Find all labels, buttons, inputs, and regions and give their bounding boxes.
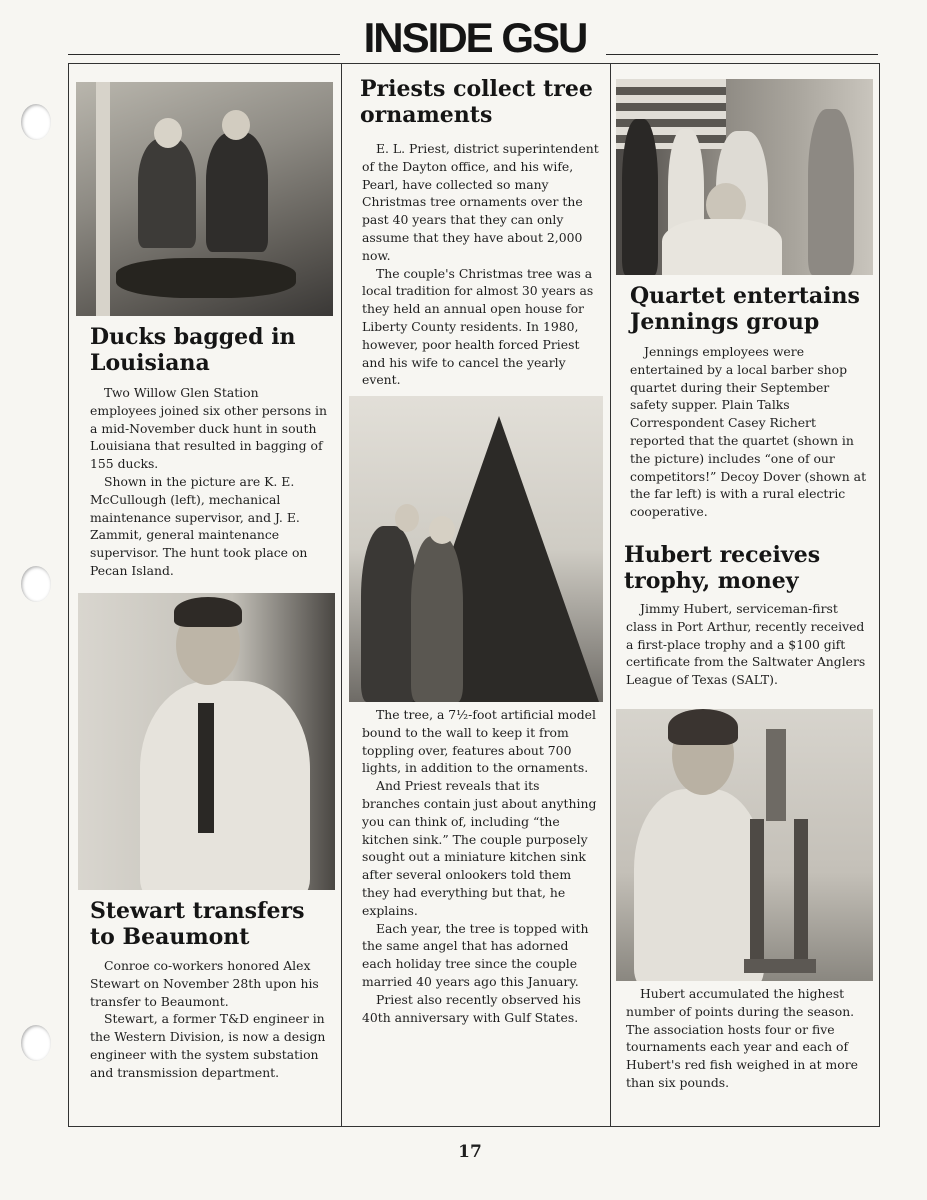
stewart-article (90, 957, 328, 1082)
priests-paragraph: And Priest reveals that its branches contain just about anything you can think of, including “the kitchen sink.” The couple purposely sought out a miniature kitchen sink after several onlookers told them they had everything but that, he explains. (362, 778, 597, 918)
quartet-article (630, 343, 868, 521)
hubert-headline: Hubert receives trophy, money (624, 542, 821, 594)
barbershop-quartet-photo (616, 79, 873, 275)
hubert-article-intro (626, 600, 868, 689)
priests-paragraph: The tree, a 7½-foot artificial model bound to the wall to keep it from toppling over, features about 700 lights, in addition to the ornaments. (362, 707, 596, 776)
hubert-trophy-photo (616, 709, 873, 981)
stewart-paragraph: Stewart, a former T&D engineer in the Western Division, is now a design engineer with the system substation and transmission department. (90, 1011, 326, 1080)
ducks-paragraph: Two Willow Glen Station employees joined six other persons in a mid-November duck hunt in south Louisiana that resulted in bagging of 155 ducks. (90, 385, 327, 472)
binder-hole-top (21, 104, 51, 140)
masthead-rule-left (68, 54, 340, 55)
priests-paragraph: Each year, the tree is topped with the same angel that has adorned each holiday tree since the couple married 40 years ago this January. (362, 920, 589, 989)
hubert-article-continued (626, 985, 868, 1092)
priests-paragraph: E. L. Priest, district superintendent of the Dayton office, and his wife, Pearl, have collected so many Christmas tree ornaments over the past 40 years that they can only assume that they have about 2,000 now. (362, 141, 599, 263)
binder-hole-bottom (21, 1025, 51, 1061)
page-number: 17 (458, 1142, 482, 1162)
binder-hole-middle (21, 566, 51, 602)
masthead: INSIDE GSU (363, 14, 587, 61)
masthead-rule-right (606, 54, 878, 55)
hubert-paragraph: Hubert accumulated the highest number of points during the season. The association hosts four or five tournaments each year and each of Hubert's red fish weighed in at more than six pounds. (626, 986, 858, 1090)
ducks-headline: Ducks bagged in Louisiana (90, 324, 296, 376)
ducks-paragraph: Shown in the picture are K. E. McCullough (left), mechanical maintenance supervisor, and J. E. Zammit, general maintenance supervisor. The hunt took place on Pecan Island. (90, 473, 308, 578)
stewart-portrait-photo (78, 593, 335, 890)
stewart-headline: Stewart transfers to Beaumont (90, 898, 305, 950)
priests-headline: Priests collect tree ornaments (360, 76, 593, 128)
priests-paragraph: Priest also recently observed his 40th anniversary with Gulf States. (362, 991, 581, 1025)
quartet-paragraph: Jennings employees were entertained by a local barber shop quartet during their September safety supper. Plain Talks Correspondent Casey Richert reported that the quartet (shown in the picture) includes “one of our competitors!” Decoy Dover (shown at the far left) is with a rural electric cooperative. (630, 344, 867, 520)
christmas-tree-photo (349, 396, 603, 702)
priests-article-continued (362, 706, 600, 1026)
hubert-paragraph: Jimmy Hubert, serviceman-first class in Port Arthur, recently received a first-place trophy and a $100 gift certificate from the Saltwater Anglers League of Texas (SALT). (626, 601, 866, 688)
duck-hunters-photo (76, 82, 333, 316)
column-rule-2 (610, 63, 611, 1127)
quartet-headline: Quartet entertains Jennings group (630, 283, 860, 335)
stewart-paragraph: Conroe co-workers honored Alex Stewart on November 28th upon his transfer to Beaumont. (90, 958, 319, 1009)
priests-paragraph: The couple's Christmas tree was a local tradition for almost 30 years as they held an annual open house for Liberty County residents. In 1980, however, poor health forced Priest and his wife to cancel the yearly event. (362, 265, 594, 388)
priests-article-intro (362, 140, 600, 389)
column-rule-1 (341, 63, 342, 1127)
ducks-article (90, 384, 328, 580)
